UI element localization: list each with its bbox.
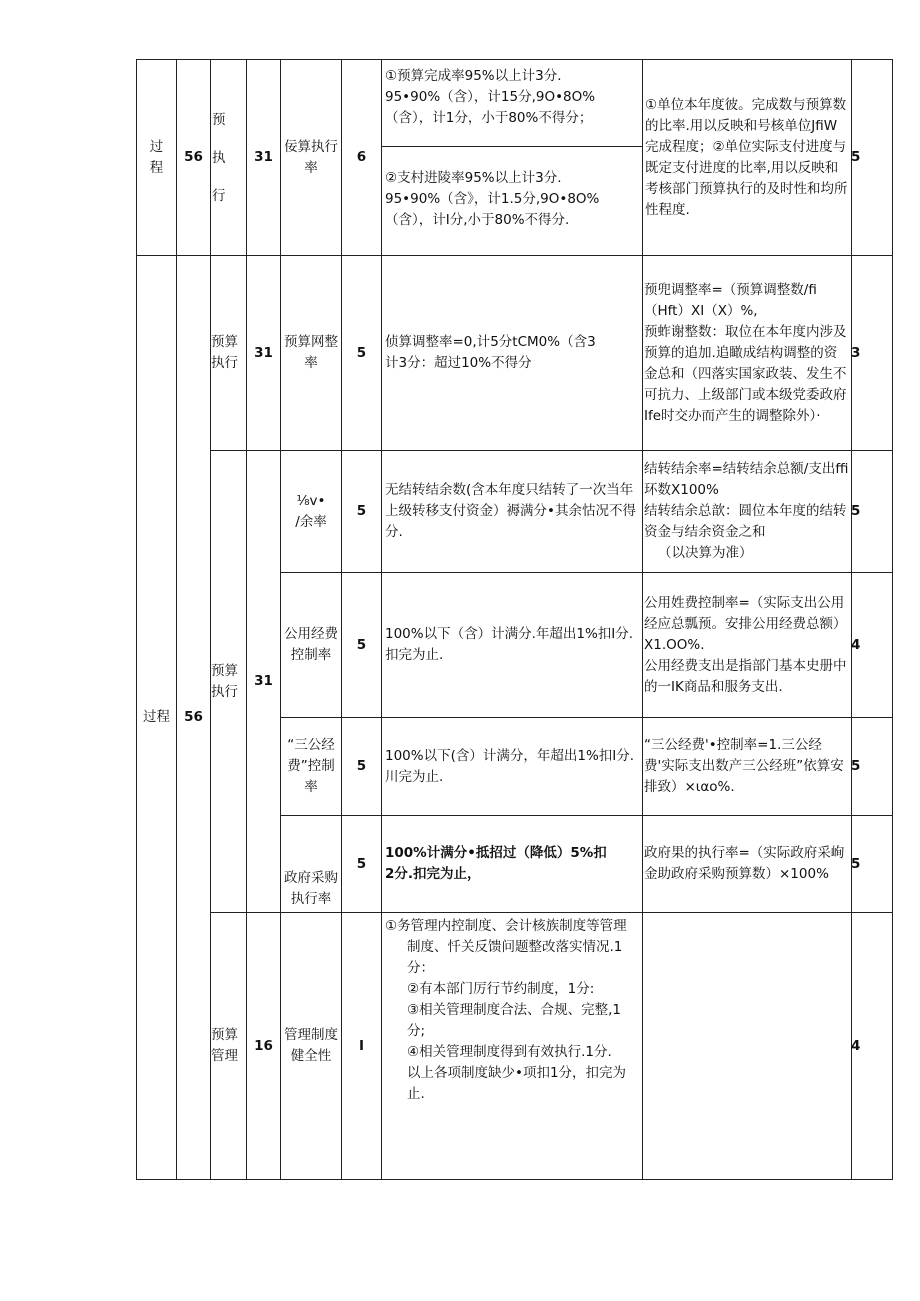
category-process: 过程 bbox=[143, 709, 170, 725]
block1-criteria-b: ②支村进陵率95%以上计3分. 95•90%（含》，计1.5分,9O•8O%（含），计I分,小于80%不得分. bbox=[385, 170, 600, 228]
block1-subcategory: 预 执 行 bbox=[212, 111, 226, 204]
rule-table-bottom bbox=[136, 1179, 893, 1180]
indicator-budget-adjust: 预算网整 率 bbox=[284, 334, 338, 371]
criteria-mgmt-system: ①务管理内控制度、会计核族制度等管理 制度、忏关反馈问题整改落实情况.1分： ②有本部门厉行节约制度，1分: ③相关管理制度合法、合规、完整,1分; ④相关管理制度得到有效执行.1分. 以上各项制度缺少•项扣1分，扣完为止. bbox=[385, 918, 627, 1102]
block1-weight: 6 bbox=[356, 149, 367, 165]
weight-budget-adjust: 5 bbox=[356, 344, 367, 361]
weight-carryover: 5 bbox=[356, 503, 367, 519]
score-public-funds: 4 bbox=[851, 636, 861, 653]
block1-criteria-a: ①预算完成率95%以上计3分. 95•90%（含），计15分,9O•8O%（含），计1分，小于80%不得分； bbox=[385, 68, 596, 126]
block1-category: 过 程 bbox=[149, 138, 164, 176]
explanation-mgmt-system bbox=[643, 913, 851, 1179]
indicator-three-public: “三公经 费”控制 率 bbox=[287, 737, 335, 795]
subcategory-budget-exec-1-score: 31 bbox=[254, 344, 273, 361]
weight-three-public: 5 bbox=[356, 758, 367, 774]
subcategory-budget-mgmt: 预算 管理 bbox=[211, 1027, 238, 1064]
explanation-budget-adjust: 预兜调整率=（预算调整数/fi（Hft）XI（X）%, 预蚱谢整数：取位在本年度内涉及预算的追加.追瞰成结构调整的资金总和（四落实国家政装、发生不可抗力、上级部门或本级党委政府Ife时交办而产生的调整除外）· bbox=[644, 281, 847, 424]
subcategory-budget-exec-2: 预算 执行 bbox=[211, 662, 238, 700]
criteria-procurement: 100%计满分•抵招过（降低）5%扣 2分.扣完为止， bbox=[385, 845, 607, 882]
subcategory-budget-exec-1: 预算 执行 bbox=[211, 334, 238, 371]
explanation-procurement: 政府果的执行率=（实际政府采峋金助政府采购预算数）×100% bbox=[644, 845, 845, 882]
block1-score: 5 bbox=[851, 149, 861, 165]
weight-mgmt-system: I bbox=[358, 1037, 365, 1054]
indicator-procurement: 政府采购 执行率 bbox=[284, 870, 338, 907]
weight-public-funds: 5 bbox=[356, 636, 367, 653]
criteria-three-public: 100%以下(含）计满分，年超出1%扣I分.川完为止. bbox=[385, 747, 635, 785]
score-three-public: 5 bbox=[851, 758, 861, 774]
score-procurement: 5 bbox=[851, 855, 861, 872]
subcategory-budget-mgmt-score: 16 bbox=[254, 1037, 273, 1054]
score-budget-adjust: 3 bbox=[851, 344, 861, 361]
category-process-score: 56 bbox=[184, 709, 203, 725]
criteria-public-funds: 100%以下（含）计满分.年超出1%扣I分.扣完为止. bbox=[385, 626, 634, 663]
indicator-public-funds: 公用经费 控制率 bbox=[284, 626, 338, 663]
block1-indicator: 佞算执行 率 bbox=[284, 138, 338, 176]
subcategory-budget-exec-2-score: 31 bbox=[254, 673, 273, 689]
criteria-budget-adjust: 侦算调整率=0,计5分tCM0%（含3 计3分：超过10%不得分 bbox=[385, 334, 596, 371]
indicator-carryover: ⅛v• /余率 bbox=[295, 492, 327, 530]
criteria-carryover: 无结转结余数(含本年度只结转了一次当年上级转移支付资金）褥满分•其余怙况不得分. bbox=[385, 482, 636, 540]
block1-category-score: 56 bbox=[184, 149, 203, 165]
explanation-carryover: 结转结余率=结转结余总额/支出ffi环数X100% 结转结余总歆：圆位本年度的结转资金与结余资金之和 （以决算为准） bbox=[644, 461, 849, 561]
indicator-mgmt-system: 管理制度 健全性 bbox=[284, 1027, 338, 1064]
explanation-public-funds: 公用姓费控制率=（实际支出公用经应总瓢预。安排公用经费总额）X1.OO%. 公用经费支出是指部门基本史册中的一IK商品和服务支出. bbox=[644, 594, 847, 695]
block1-explanation: ①单位本年度彼。完成数与预算数的比率.用以反映和号核单位JfiW完成程度；②单位实际支付进度与既定支付进度的比率,用以反映和考核部门预算执行的及时性和均所性程度. bbox=[645, 96, 848, 218]
explanation-three-public: “三公经费'•控制率=1.三公经费'实际支出数产三公经班”依算安排致）×ιαo%. bbox=[644, 737, 844, 795]
block1-subcategory-score: 31 bbox=[254, 149, 273, 165]
weight-procurement: 5 bbox=[356, 855, 367, 872]
rule-col9 bbox=[892, 59, 893, 1180]
score-carryover: 5 bbox=[851, 503, 861, 519]
score-mgmt-system: 4 bbox=[851, 1037, 861, 1054]
rule-criteria-split bbox=[382, 146, 642, 147]
